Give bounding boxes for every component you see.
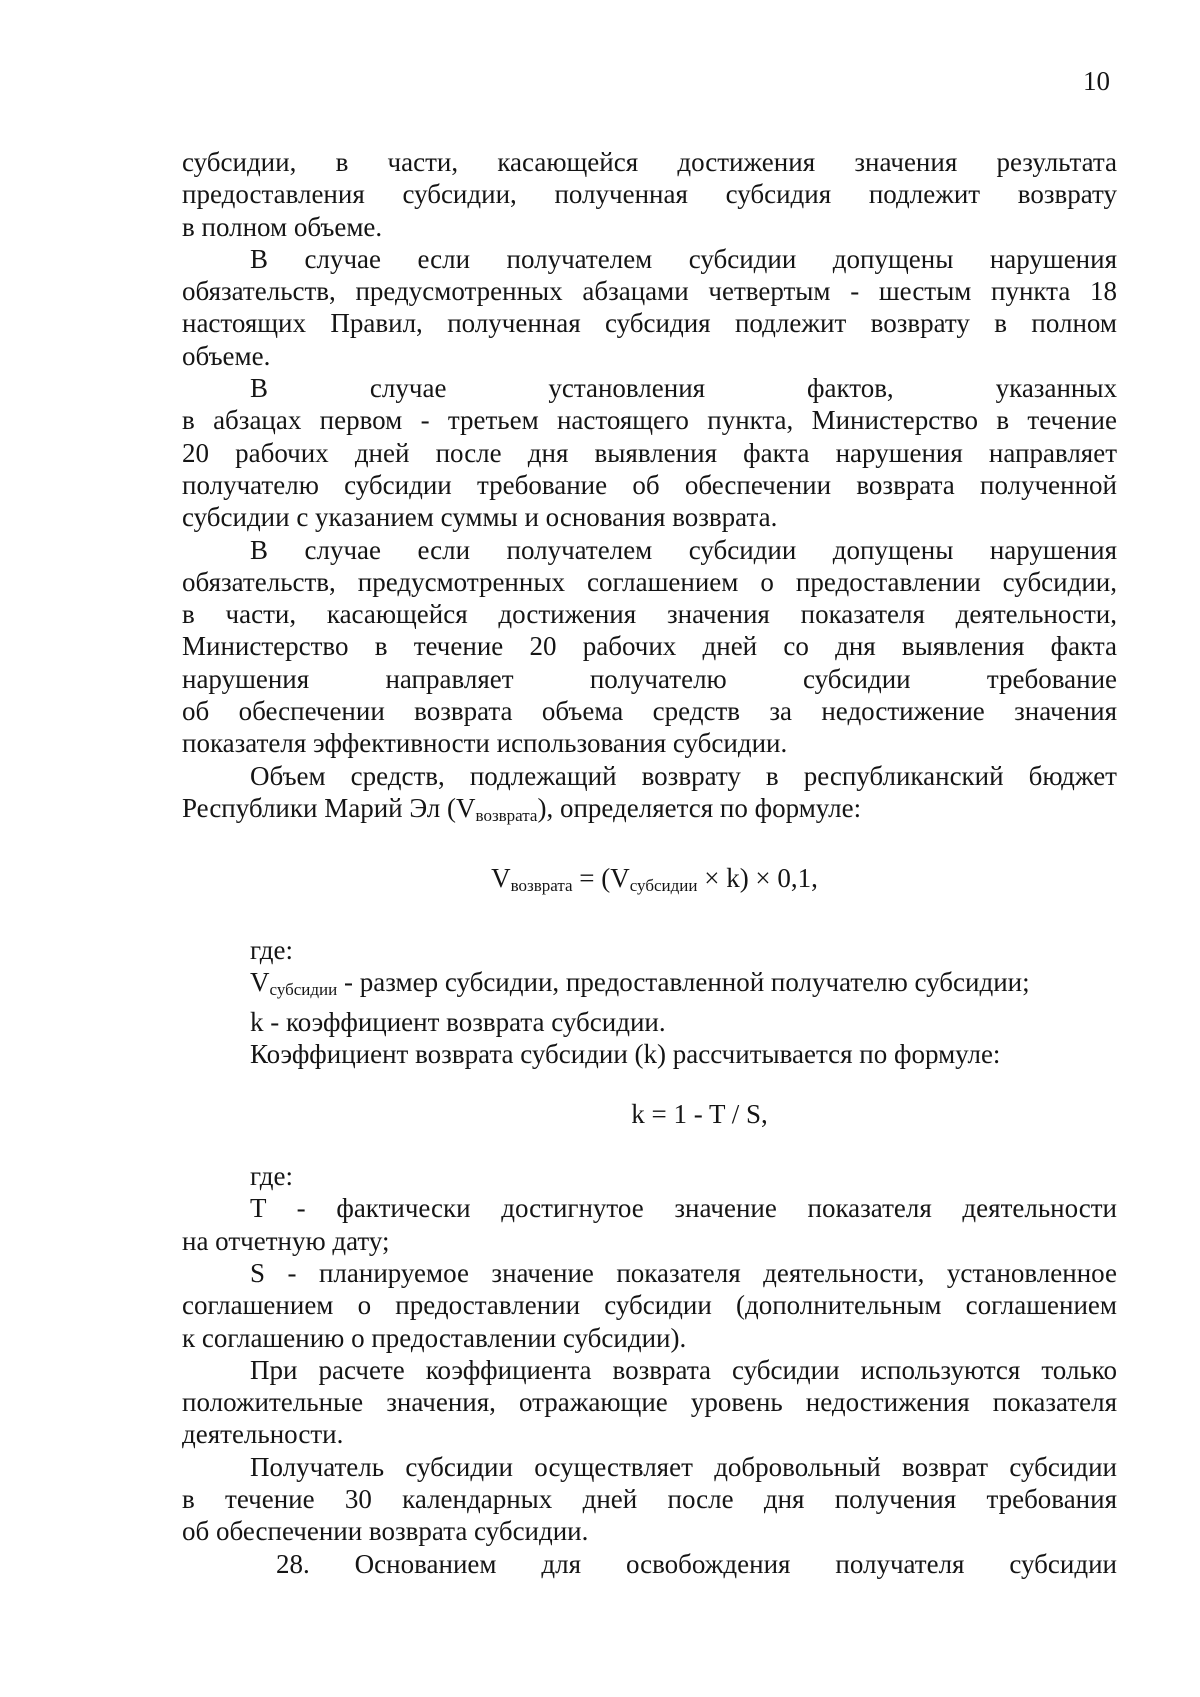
text-line: получателю субсидии требование об обеспечении возврата полученной: [182, 469, 1117, 500]
text-line: обязательств, предусмотренных абзацами четвертым - шестым пункта 18: [182, 276, 1117, 307]
text-line: Министерство в течение 20 рабочих дней со дня выявления факта: [182, 631, 1117, 662]
definition-k: k - коэффициент возврата субсидии.: [250, 1007, 666, 1038]
formula-variable: V: [491, 863, 511, 894]
paragraph-obligation-violations: [182, 243, 1117, 372]
subscript: субсидии: [629, 876, 698, 896]
paragraph-return-volume: [182, 760, 1117, 833]
text-line: деятельности.: [182, 1419, 344, 1450]
text-line: обязательств, предусмотренных соглашением о предоставлении субсидии,: [182, 566, 1117, 597]
text-line: в части, касающейся достижения значения показателя деятельности,: [182, 599, 1117, 630]
text-line: Получатель субсидии осуществляет добровольный возврат субсидии: [250, 1451, 1117, 1482]
text-line: предоставления субсидии, полученная субсидия подлежит возврату: [182, 179, 1117, 210]
paragraph-positive-values: [182, 1354, 1117, 1451]
formula-coefficient: k = 1 - T / S,: [631, 1098, 768, 1129]
document-body: [182, 146, 1117, 1580]
text-line: на отчетную дату;: [182, 1225, 390, 1256]
text-line: положительные значения, отражающие уровень недостижения показателя: [182, 1387, 1117, 1418]
paragraph-k-intro: Коэффициент возврата субсидии (k) рассчитывается по формуле:: [250, 1039, 1001, 1070]
text-line: в полном объеме.: [182, 211, 383, 242]
paragraph-voluntary-return: [182, 1451, 1117, 1548]
formula-fragment: = (V: [572, 863, 630, 894]
subscript: возврата: [475, 805, 538, 825]
where-label: где:: [250, 934, 293, 965]
text-line: В случае установления фактов, указанных: [250, 373, 1117, 404]
formula-fragment: × k) × 0,1,: [697, 863, 818, 894]
text-line: В случае если получателем субсидии допущены нарушения: [250, 243, 1117, 274]
text-line: показателя эффективности использования субсидии.: [182, 728, 788, 759]
text-line: 28. Основанием для освобождения получателя субсидии: [276, 1548, 1117, 1579]
text-line: нарушения направляет получателю субсидии требование: [182, 663, 1117, 694]
definition-text: - размер субсидии, предоставленной получателю субсидии;: [337, 966, 1030, 997]
clause-28: [182, 1548, 1117, 1580]
text-line: соглашением о предоставлении субсидии (дополнительным соглашением: [182, 1290, 1117, 1321]
text-line: При расчете коэффициента возврата субсидии используются только: [250, 1354, 1117, 1385]
definition-s: [182, 1257, 1117, 1354]
text-line: T - фактически достигнутое значение показателя деятельности: [250, 1193, 1117, 1224]
definition-v-subsidy: [182, 966, 1117, 1006]
formula-return-volume: [182, 862, 1117, 902]
text-line: об обеспечении возврата субсидии.: [182, 1516, 589, 1547]
text-line: В случае если получателем субсидии допущены нарушения: [250, 534, 1117, 565]
paragraph-subsidy-result: [182, 146, 1117, 243]
text-line: Объем средств, подлежащий возврату в республиканский бюджет: [250, 760, 1117, 791]
text-line: объеме.: [182, 340, 271, 371]
text-fragment: ), определяется по формуле:: [537, 792, 862, 823]
definition-t: [182, 1192, 1117, 1257]
text-line: субсидии, в части, касающейся достижения значения результата: [182, 147, 1117, 177]
paragraph-facts-established: [182, 372, 1117, 533]
subscript: субсидии: [269, 979, 338, 999]
where-label: где:: [250, 1161, 293, 1192]
page-number: 10: [1083, 66, 1110, 96]
text-line: настоящих Правил, полученная субсидия подлежит возврату в полном: [182, 308, 1117, 339]
text-line: [182, 792, 1117, 832]
text-line: в течение 30 календарных дней после дня получения требования: [182, 1483, 1117, 1514]
text-line: субсидии с указанием суммы и основания возврата.: [182, 502, 778, 533]
text-fragment: Республики Марий Эл (V: [182, 792, 476, 823]
text-line: к соглашению о предоставлении субсидии).: [182, 1322, 687, 1353]
text-line: об обеспечении возврата объема средств за недостижение значения: [182, 696, 1117, 727]
text-line: S - планируемое значение показателя деятельности, установленное: [250, 1257, 1117, 1288]
paragraph-agreement-violations: [182, 534, 1117, 760]
text-line: 20 рабочих дней после дня выявления факта нарушения направляет: [182, 437, 1117, 468]
subscript: возврата: [510, 876, 573, 896]
formula-variable: V: [250, 966, 270, 997]
text-line: в абзацах первом - третьем настоящего пункта, Министерство в течение: [182, 405, 1117, 436]
